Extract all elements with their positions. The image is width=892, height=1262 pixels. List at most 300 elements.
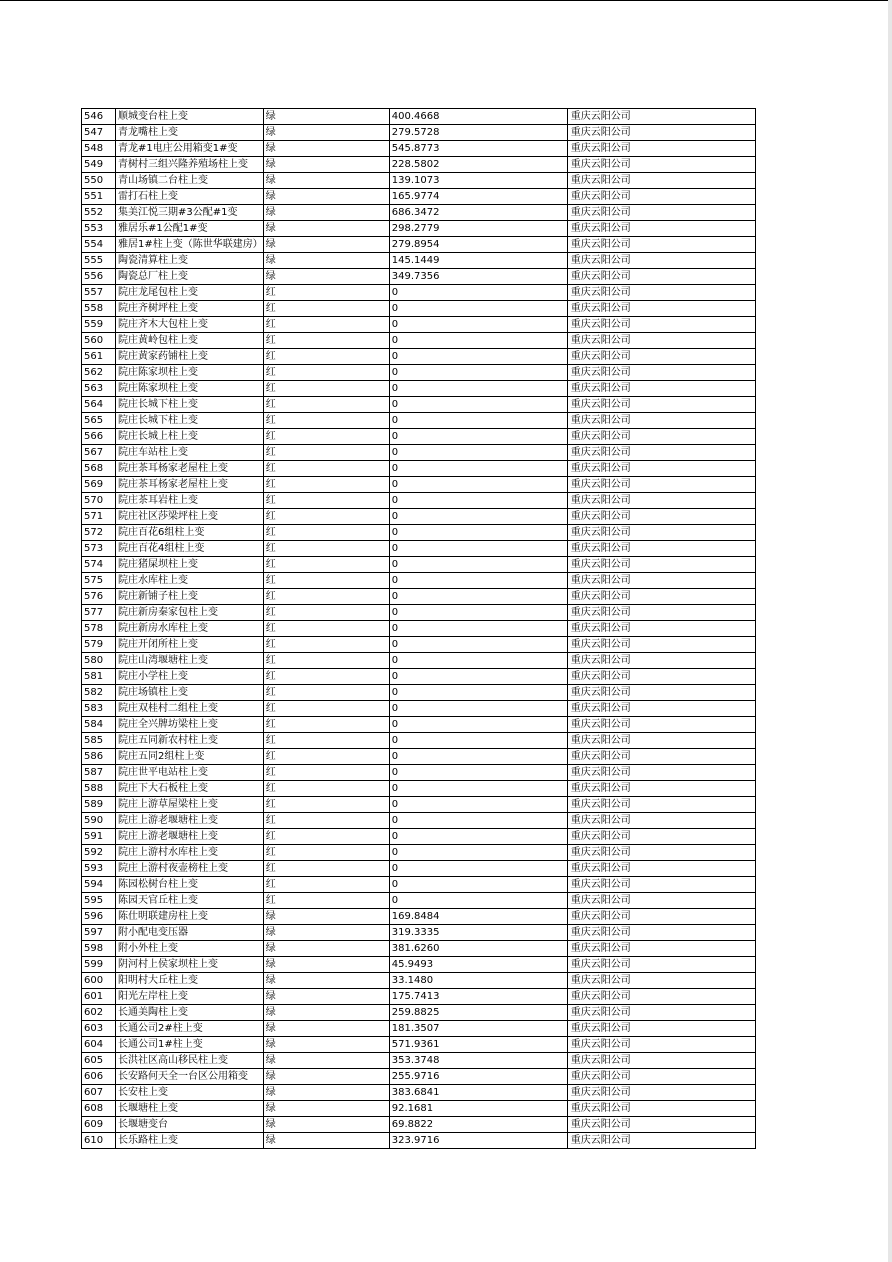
status-cell: 绿 — [263, 1021, 389, 1037]
company-cell: 重庆云阳公司 — [567, 573, 755, 589]
company-cell: 重庆云阳公司 — [567, 349, 755, 365]
table-row — [82, 877, 756, 893]
row-number-cell: 552 — [82, 205, 116, 221]
transformer-name-cell: 院庄长城下柱上变 — [116, 397, 264, 413]
company-cell: 重庆云阳公司 — [567, 141, 755, 157]
table-row — [82, 157, 756, 173]
transformer-name-cell: 院庄百花6组柱上变 — [116, 525, 264, 541]
row-number-cell: 586 — [82, 749, 116, 765]
company-cell: 重庆云阳公司 — [567, 317, 755, 333]
company-cell: 重庆云阳公司 — [567, 877, 755, 893]
value-cell: 0 — [389, 637, 567, 653]
value-cell: 400.4668 — [389, 109, 567, 125]
value-cell: 0 — [389, 493, 567, 509]
row-number-cell: 601 — [82, 989, 116, 1005]
status-cell: 红 — [263, 301, 389, 317]
status-cell: 红 — [263, 429, 389, 445]
transformer-name-cell: 院庄齐树坪柱上变 — [116, 301, 264, 317]
company-cell: 重庆云阳公司 — [567, 925, 755, 941]
transformer-name-cell: 院庄黄家药铺柱上变 — [116, 349, 264, 365]
table-row — [82, 1101, 756, 1117]
row-number-cell: 600 — [82, 973, 116, 989]
company-cell: 重庆云阳公司 — [567, 461, 755, 477]
value-cell: 0 — [389, 333, 567, 349]
row-number-cell: 550 — [82, 173, 116, 189]
status-cell: 绿 — [263, 1117, 389, 1133]
value-cell: 92.1681 — [389, 1101, 567, 1117]
table-row — [82, 477, 756, 493]
value-cell: 0 — [389, 301, 567, 317]
company-cell: 重庆云阳公司 — [567, 701, 755, 717]
row-number-cell: 577 — [82, 605, 116, 621]
status-cell: 红 — [263, 669, 389, 685]
transformer-name-cell: 顺城变台柱上变 — [116, 109, 264, 125]
status-cell: 红 — [263, 621, 389, 637]
row-number-cell: 566 — [82, 429, 116, 445]
status-cell: 红 — [263, 557, 389, 573]
status-cell: 红 — [263, 861, 389, 877]
company-cell: 重庆云阳公司 — [567, 157, 755, 173]
value-cell: 0 — [389, 765, 567, 781]
row-number-cell: 558 — [82, 301, 116, 317]
status-cell: 红 — [263, 445, 389, 461]
table-row — [82, 125, 756, 141]
status-cell: 绿 — [263, 925, 389, 941]
table-row — [82, 749, 756, 765]
row-number-cell: 547 — [82, 125, 116, 141]
status-cell: 红 — [263, 781, 389, 797]
status-cell: 绿 — [263, 205, 389, 221]
transformer-name-cell: 陶瓷清算柱上变 — [116, 253, 264, 269]
value-cell: 0 — [389, 813, 567, 829]
table-row — [82, 1069, 756, 1085]
table-row — [82, 317, 756, 333]
table-row — [82, 301, 756, 317]
company-cell: 重庆云阳公司 — [567, 669, 755, 685]
value-cell: 0 — [389, 893, 567, 909]
company-cell: 重庆云阳公司 — [567, 1053, 755, 1069]
transformer-name-cell: 雅居1#柱上变（陈世华联建房） — [116, 237, 264, 253]
table-row — [82, 397, 756, 413]
value-cell: 0 — [389, 877, 567, 893]
value-cell: 181.3507 — [389, 1021, 567, 1037]
company-cell: 重庆云阳公司 — [567, 493, 755, 509]
transformer-name-cell: 院庄双桂村二组柱上变 — [116, 701, 264, 717]
value-cell: 255.9716 — [389, 1069, 567, 1085]
value-cell: 0 — [389, 541, 567, 557]
transformer-name-cell: 院庄上游村水库柱上变 — [116, 845, 264, 861]
row-number-cell: 591 — [82, 829, 116, 845]
value-cell: 0 — [389, 861, 567, 877]
row-number-cell: 571 — [82, 509, 116, 525]
table-row — [82, 701, 756, 717]
value-cell: 0 — [389, 717, 567, 733]
company-cell: 重庆云阳公司 — [567, 845, 755, 861]
status-cell: 红 — [263, 637, 389, 653]
row-number-cell: 569 — [82, 477, 116, 493]
status-cell: 红 — [263, 685, 389, 701]
status-cell: 红 — [263, 589, 389, 605]
status-cell: 红 — [263, 285, 389, 301]
table-row — [82, 205, 756, 221]
transformer-name-cell: 院庄世平电站柱上变 — [116, 765, 264, 781]
company-cell: 重庆云阳公司 — [567, 1117, 755, 1133]
row-number-cell: 574 — [82, 557, 116, 573]
status-cell: 绿 — [263, 157, 389, 173]
transformer-name-cell: 院庄开闭所柱上变 — [116, 637, 264, 653]
table-row — [82, 829, 756, 845]
company-cell: 重庆云阳公司 — [567, 589, 755, 605]
status-cell: 红 — [263, 461, 389, 477]
row-number-cell: 596 — [82, 909, 116, 925]
row-number-cell: 551 — [82, 189, 116, 205]
company-cell: 重庆云阳公司 — [567, 173, 755, 189]
row-number-cell: 549 — [82, 157, 116, 173]
row-number-cell: 556 — [82, 269, 116, 285]
row-number-cell: 580 — [82, 653, 116, 669]
row-number-cell: 602 — [82, 1005, 116, 1021]
company-cell: 重庆云阳公司 — [567, 557, 755, 573]
table-row — [82, 525, 756, 541]
status-cell: 红 — [263, 525, 389, 541]
status-cell: 红 — [263, 365, 389, 381]
transformer-name-cell: 院庄陈家坝柱上变 — [116, 381, 264, 397]
status-cell: 红 — [263, 493, 389, 509]
status-cell: 红 — [263, 733, 389, 749]
value-cell: 0 — [389, 685, 567, 701]
transformer-name-cell: 院庄社区莎梁坪柱上变 — [116, 509, 264, 525]
company-cell: 重庆云阳公司 — [567, 1101, 755, 1117]
row-number-cell: 594 — [82, 877, 116, 893]
row-number-cell: 570 — [82, 493, 116, 509]
row-number-cell: 573 — [82, 541, 116, 557]
value-cell: 0 — [389, 797, 567, 813]
table-row — [82, 637, 756, 653]
table-row — [82, 221, 756, 237]
table-row — [82, 413, 756, 429]
table-row — [82, 461, 756, 477]
row-number-cell: 607 — [82, 1085, 116, 1101]
company-cell: 重庆云阳公司 — [567, 541, 755, 557]
transformer-name-cell: 陈仕明联建房柱上变 — [116, 909, 264, 925]
row-number-cell: 604 — [82, 1037, 116, 1053]
status-cell: 红 — [263, 653, 389, 669]
status-cell: 红 — [263, 509, 389, 525]
table-row — [82, 365, 756, 381]
company-cell: 重庆云阳公司 — [567, 109, 755, 125]
company-cell: 重庆云阳公司 — [567, 957, 755, 973]
value-cell: 0 — [389, 525, 567, 541]
table-row — [82, 653, 756, 669]
status-cell: 绿 — [263, 989, 389, 1005]
transformer-name-cell: 附小配电变压器 — [116, 925, 264, 941]
status-cell: 红 — [263, 349, 389, 365]
table-row — [82, 973, 756, 989]
table-row — [82, 669, 756, 685]
transformer-name-cell: 院庄小学柱上变 — [116, 669, 264, 685]
value-cell: 0 — [389, 397, 567, 413]
value-cell: 0 — [389, 605, 567, 621]
transformer-name-cell: 院庄长城上柱上变 — [116, 429, 264, 445]
table-row — [82, 1133, 756, 1149]
transformer-name-cell: 院庄百花4组柱上变 — [116, 541, 264, 557]
status-cell: 绿 — [263, 957, 389, 973]
row-number-cell: 557 — [82, 285, 116, 301]
value-cell: 686.3472 — [389, 205, 567, 221]
company-cell: 重庆云阳公司 — [567, 797, 755, 813]
company-cell: 重庆云阳公司 — [567, 605, 755, 621]
transformer-name-cell: 长安柱上变 — [116, 1085, 264, 1101]
transformer-name-cell: 院庄场镇柱上变 — [116, 685, 264, 701]
transformer-name-cell: 院庄新房秦家包柱上变 — [116, 605, 264, 621]
company-cell: 重庆云阳公司 — [567, 269, 755, 285]
table-row — [82, 797, 756, 813]
transformer-name-cell: 院庄茶耳岩柱上变 — [116, 493, 264, 509]
transformer-name-cell: 集美江悦三期#3公配#1变 — [116, 205, 264, 221]
value-cell: 165.9774 — [389, 189, 567, 205]
row-number-cell: 565 — [82, 413, 116, 429]
transformer-name-cell: 长乐路柱上变 — [116, 1133, 264, 1149]
value-cell: 0 — [389, 413, 567, 429]
table-row — [82, 141, 756, 157]
row-number-cell: 575 — [82, 573, 116, 589]
value-cell: 0 — [389, 749, 567, 765]
value-cell: 279.5728 — [389, 125, 567, 141]
table-row — [82, 765, 756, 781]
value-cell: 319.3335 — [389, 925, 567, 941]
row-number-cell: 595 — [82, 893, 116, 909]
status-cell: 红 — [263, 397, 389, 413]
value-cell: 0 — [389, 621, 567, 637]
company-cell: 重庆云阳公司 — [567, 813, 755, 829]
row-number-cell: 578 — [82, 621, 116, 637]
table-row — [82, 557, 756, 573]
row-number-cell: 587 — [82, 765, 116, 781]
value-cell: 571.9361 — [389, 1037, 567, 1053]
value-cell: 139.1073 — [389, 173, 567, 189]
row-number-cell: 599 — [82, 957, 116, 973]
table-row — [82, 173, 756, 189]
status-cell: 绿 — [263, 221, 389, 237]
company-cell: 重庆云阳公司 — [567, 749, 755, 765]
status-cell: 绿 — [263, 269, 389, 285]
value-cell: 0 — [389, 317, 567, 333]
company-cell: 重庆云阳公司 — [567, 637, 755, 653]
status-cell: 红 — [263, 541, 389, 557]
table-row — [82, 509, 756, 525]
transformer-name-cell: 阴河村上侯家坝柱上变 — [116, 957, 264, 973]
table-row — [82, 909, 756, 925]
status-cell: 红 — [263, 765, 389, 781]
company-cell: 重庆云阳公司 — [567, 509, 755, 525]
company-cell: 重庆云阳公司 — [567, 973, 755, 989]
transformer-name-cell: 青山场镇二台柱上变 — [116, 173, 264, 189]
status-cell: 绿 — [263, 141, 389, 157]
row-number-cell: 583 — [82, 701, 116, 717]
status-cell: 绿 — [263, 173, 389, 189]
company-cell: 重庆云阳公司 — [567, 685, 755, 701]
value-cell: 0 — [389, 509, 567, 525]
table-row — [82, 429, 756, 445]
table-row — [82, 381, 756, 397]
table-row — [82, 813, 756, 829]
table-row — [82, 349, 756, 365]
value-cell: 145.1449 — [389, 253, 567, 269]
value-cell: 228.5802 — [389, 157, 567, 173]
table-row — [82, 1117, 756, 1133]
value-cell: 0 — [389, 429, 567, 445]
company-cell: 重庆云阳公司 — [567, 717, 755, 733]
value-cell: 279.8954 — [389, 237, 567, 253]
row-number-cell: 597 — [82, 925, 116, 941]
table-row — [82, 957, 756, 973]
transformer-name-cell: 院庄猪屎坝柱上变 — [116, 557, 264, 573]
transformer-name-cell: 院庄齐木大包柱上变 — [116, 317, 264, 333]
transformer-name-cell: 院庄山湾堰塘柱上变 — [116, 653, 264, 669]
status-cell: 绿 — [263, 189, 389, 205]
status-cell: 红 — [263, 701, 389, 717]
transformer-name-cell: 院庄水库柱上变 — [116, 573, 264, 589]
right-edge-shade — [888, 0, 892, 1262]
status-cell: 绿 — [263, 1085, 389, 1101]
transformer-name-cell: 长堰塘变台 — [116, 1117, 264, 1133]
value-cell: 69.8822 — [389, 1117, 567, 1133]
transformer-name-cell: 院庄上游老堰塘柱上变 — [116, 813, 264, 829]
value-cell: 383.6841 — [389, 1085, 567, 1101]
company-cell: 重庆云阳公司 — [567, 781, 755, 797]
company-cell: 重庆云阳公司 — [567, 365, 755, 381]
row-number-cell: 560 — [82, 333, 116, 349]
transformer-name-cell: 雅居乐#1公配1#变 — [116, 221, 264, 237]
transformer-name-cell: 陈园天官丘柱上变 — [116, 893, 264, 909]
status-cell: 绿 — [263, 1037, 389, 1053]
value-cell: 0 — [389, 701, 567, 717]
status-cell: 红 — [263, 573, 389, 589]
value-cell: 0 — [389, 445, 567, 461]
status-cell: 绿 — [263, 909, 389, 925]
transformer-name-cell: 院庄茶耳杨家老屋柱上变 — [116, 461, 264, 477]
row-number-cell: 553 — [82, 221, 116, 237]
company-cell: 重庆云阳公司 — [567, 1005, 755, 1021]
status-cell: 绿 — [263, 1101, 389, 1117]
table-row — [82, 445, 756, 461]
value-cell: 349.7356 — [389, 269, 567, 285]
status-cell: 绿 — [263, 125, 389, 141]
value-cell: 33.1480 — [389, 973, 567, 989]
company-cell: 重庆云阳公司 — [567, 397, 755, 413]
transformer-name-cell: 院庄车站柱上变 — [116, 445, 264, 461]
company-cell: 重庆云阳公司 — [567, 829, 755, 845]
transformer-name-cell: 长洪社区高山移民柱上变 — [116, 1053, 264, 1069]
status-cell: 绿 — [263, 941, 389, 957]
value-cell: 0 — [389, 349, 567, 365]
transformer-name-cell: 院庄新房水库柱上变 — [116, 621, 264, 637]
value-cell: 0 — [389, 381, 567, 397]
row-number-cell: 563 — [82, 381, 116, 397]
company-cell: 重庆云阳公司 — [567, 221, 755, 237]
company-cell: 重庆云阳公司 — [567, 621, 755, 637]
value-cell: 259.8825 — [389, 1005, 567, 1021]
row-number-cell: 579 — [82, 637, 116, 653]
status-cell: 绿 — [263, 1133, 389, 1149]
table-row — [82, 541, 756, 557]
company-cell: 重庆云阳公司 — [567, 1069, 755, 1085]
table-row — [82, 925, 756, 941]
transformer-name-cell: 院庄新铺子柱上变 — [116, 589, 264, 605]
row-number-cell: 567 — [82, 445, 116, 461]
transformer-name-cell: 长通公司2#柱上变 — [116, 1021, 264, 1037]
value-cell: 0 — [389, 845, 567, 861]
transformer-name-cell: 院庄上游老堰塘柱上变 — [116, 829, 264, 845]
company-cell: 重庆云阳公司 — [567, 429, 755, 445]
value-cell: 545.8773 — [389, 141, 567, 157]
row-number-cell: 585 — [82, 733, 116, 749]
company-cell: 重庆云阳公司 — [567, 893, 755, 909]
transformer-name-cell: 陶瓷总厂柱上变 — [116, 269, 264, 285]
company-cell: 重庆云阳公司 — [567, 1085, 755, 1101]
transformer-name-cell: 雷打石柱上变 — [116, 189, 264, 205]
value-cell: 353.3748 — [389, 1053, 567, 1069]
row-number-cell: 568 — [82, 461, 116, 477]
row-number-cell: 548 — [82, 141, 116, 157]
status-cell: 红 — [263, 797, 389, 813]
status-cell: 绿 — [263, 973, 389, 989]
row-number-cell: 603 — [82, 1021, 116, 1037]
table-row — [82, 493, 756, 509]
company-cell: 重庆云阳公司 — [567, 445, 755, 461]
value-cell: 0 — [389, 829, 567, 845]
table-row — [82, 573, 756, 589]
row-number-cell: 610 — [82, 1133, 116, 1149]
row-number-cell: 590 — [82, 813, 116, 829]
table-row — [82, 269, 756, 285]
company-cell: 重庆云阳公司 — [567, 1037, 755, 1053]
row-number-cell: 592 — [82, 845, 116, 861]
value-cell: 0 — [389, 477, 567, 493]
company-cell: 重庆云阳公司 — [567, 237, 755, 253]
row-number-cell: 546 — [82, 109, 116, 125]
transformer-name-cell: 陈园松树台柱上变 — [116, 877, 264, 893]
transformer-name-cell: 院庄全兴牌坊梁柱上变 — [116, 717, 264, 733]
value-cell: 0 — [389, 733, 567, 749]
status-cell: 红 — [263, 413, 389, 429]
row-number-cell: 589 — [82, 797, 116, 813]
company-cell: 重庆云阳公司 — [567, 861, 755, 877]
transformer-table — [81, 108, 756, 1149]
table-row — [82, 685, 756, 701]
table-row — [82, 237, 756, 253]
table-row — [82, 893, 756, 909]
table-row — [82, 621, 756, 637]
status-cell: 红 — [263, 845, 389, 861]
row-number-cell: 559 — [82, 317, 116, 333]
value-cell: 0 — [389, 557, 567, 573]
table-body — [82, 109, 756, 1149]
transformer-name-cell: 长堰塘柱上变 — [116, 1101, 264, 1117]
transformer-name-cell: 附小外柱上变 — [116, 941, 264, 957]
row-number-cell: 562 — [82, 365, 116, 381]
transformer-name-cell: 院庄五同新农村柱上变 — [116, 733, 264, 749]
status-cell: 红 — [263, 717, 389, 733]
status-cell: 红 — [263, 477, 389, 493]
company-cell: 重庆云阳公司 — [567, 1021, 755, 1037]
table-row — [82, 1085, 756, 1101]
row-number-cell: 593 — [82, 861, 116, 877]
transformer-name-cell: 阳明村大丘柱上变 — [116, 973, 264, 989]
transformer-name-cell: 阳光左岸柱上变 — [116, 989, 264, 1005]
table-row — [82, 1053, 756, 1069]
row-number-cell: 581 — [82, 669, 116, 685]
